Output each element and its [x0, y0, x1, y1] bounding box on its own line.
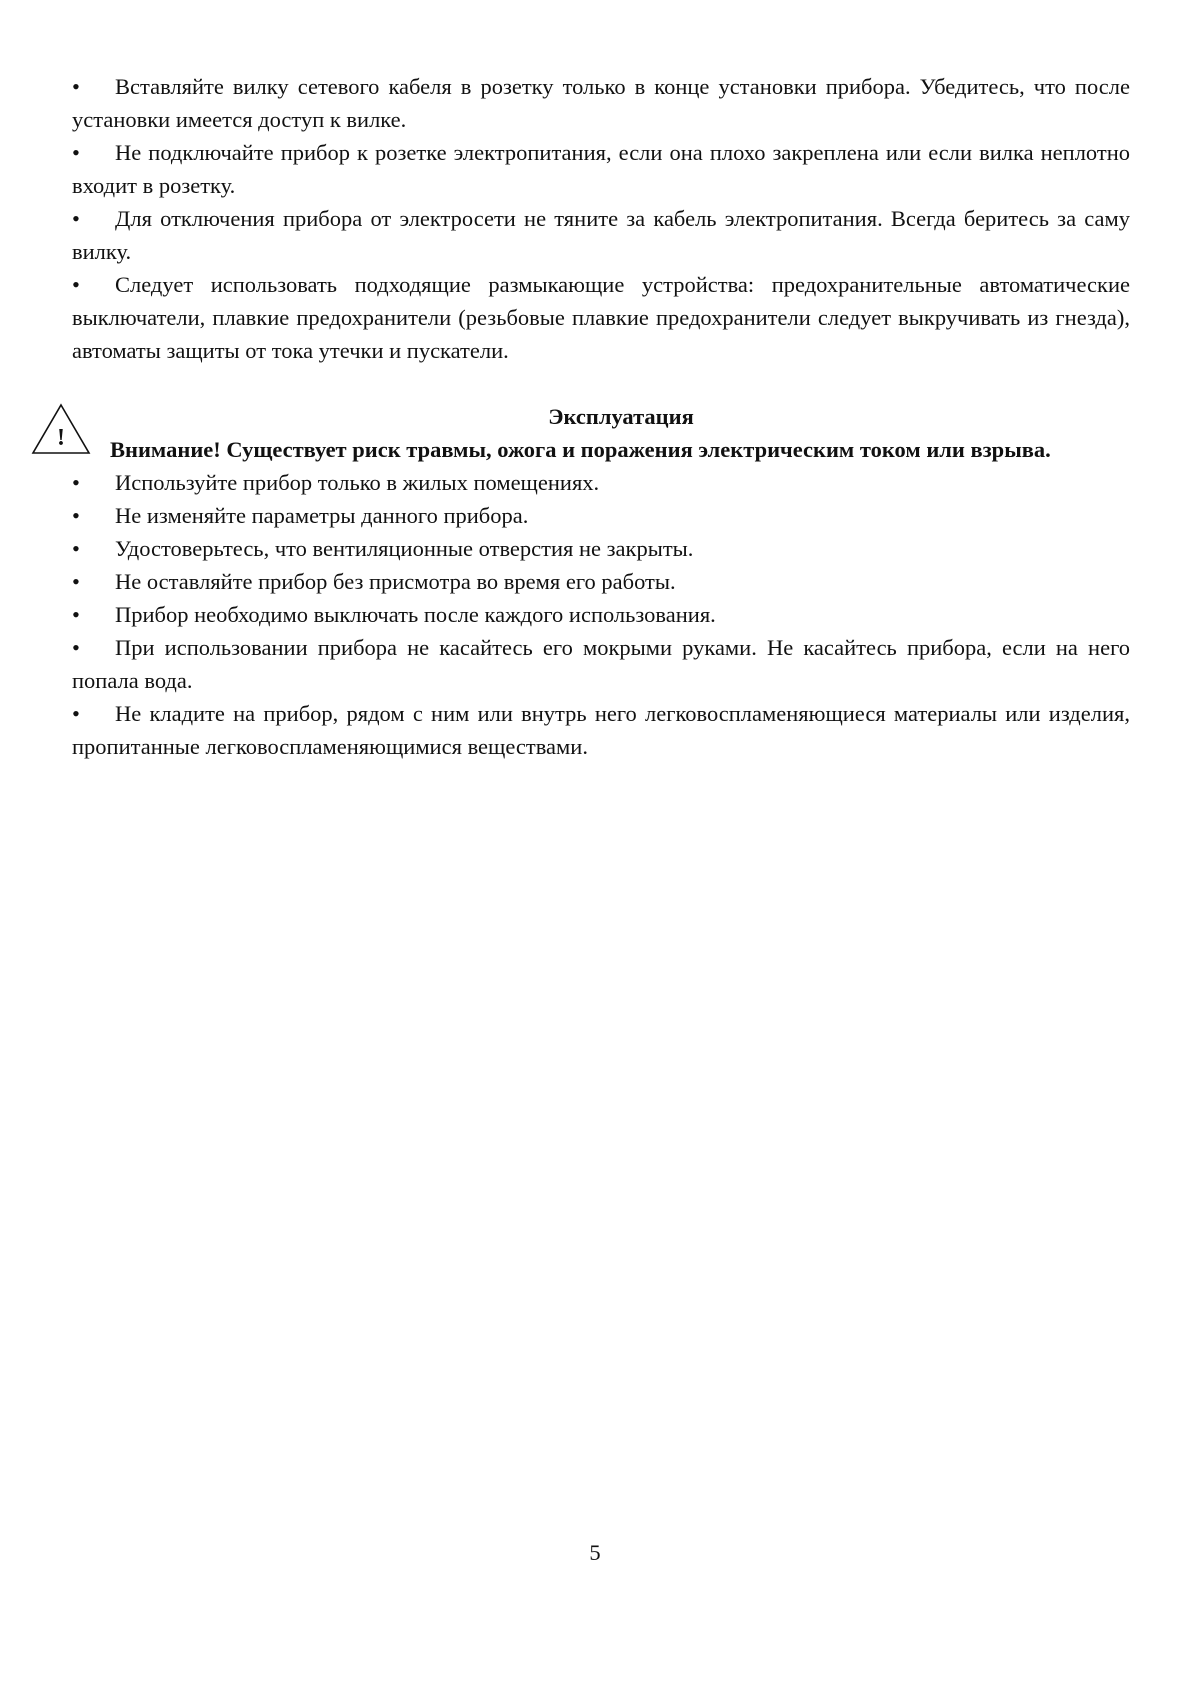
list-item [72, 697, 1130, 763]
bullet: • [72, 74, 80, 99]
list-item-text: Не оставляйте прибор без присмотра во время его работы. [115, 569, 676, 594]
list-item [72, 598, 1130, 631]
list-item-text: Используйте прибор только в жилых помещениях. [115, 470, 600, 495]
operation-section [57, 400, 1130, 763]
list-item [72, 466, 1130, 499]
list-item [72, 202, 1130, 268]
bullet: • [72, 206, 80, 231]
list-item-text: При использовании прибора не касайтесь его мокрыми руками. Не касайтесь прибора, если на него попала вода. [72, 635, 1130, 693]
list-item-text: Не кладите на прибор, рядом с ним или внутрь него легковоспламеняющиеся материалы или изделия, пропитанные легковоспламеняющимися веществами. [72, 701, 1130, 759]
list-item-text: Для отключения прибора от электросети не тяните за кабель электропитания. Всегда беритесь за саму вилку. [72, 206, 1130, 264]
svg-text:!: ! [57, 425, 65, 451]
bullet: • [72, 140, 80, 165]
list-item-text: Удостоверьтесь, что вентиляционные отверстия не закрыты. [115, 536, 694, 561]
list-item [72, 532, 1130, 565]
list-item [72, 631, 1130, 697]
list-item-text: Вставляйте вилку сетевого кабеля в розетку только в конце установки прибора. Убедитесь, что после установки имеется доступ к вилке. [72, 74, 1130, 132]
warning-triangle-icon [30, 402, 92, 456]
list-item [72, 268, 1130, 367]
list-item-text: Не изменяйте параметры данного прибора. [115, 503, 529, 528]
bullet: • [72, 635, 80, 660]
bullet: • [72, 536, 80, 561]
document-page [57, 70, 1130, 763]
list-item-text: Следует использовать подходящие размыкающие устройства: предохранительные автоматические выключатели, плавкие предохранители (резьбовые плавкие предохранители следует выкручивать из гнезда), автоматы защиты от тока утечки и пускатели. [72, 272, 1130, 363]
page-number: 5 [589, 1540, 601, 1565]
operation-list [72, 466, 1130, 763]
list-item-text: Не подключайте прибор к розетке электропитания, если она плохо закреплена или если вилка неплотно входит в розетку. [72, 140, 1130, 198]
list-item [72, 136, 1130, 202]
warning-text: Внимание! Существует риск травмы, ожога и поражения электрическим током или взрыва. [110, 437, 1051, 462]
list-item [72, 565, 1130, 598]
bullet: • [72, 272, 80, 297]
bullet: • [72, 602, 80, 627]
bullet: • [72, 701, 80, 726]
bullet: • [72, 569, 80, 594]
list-item [72, 70, 1130, 136]
list-item [72, 499, 1130, 532]
list-item-text: Прибор необходимо выключать после каждого использования. [115, 602, 716, 627]
bullet: • [72, 470, 80, 495]
section-title: Эксплуатация [548, 404, 694, 429]
install-list [72, 70, 1130, 367]
bullet: • [72, 503, 80, 528]
